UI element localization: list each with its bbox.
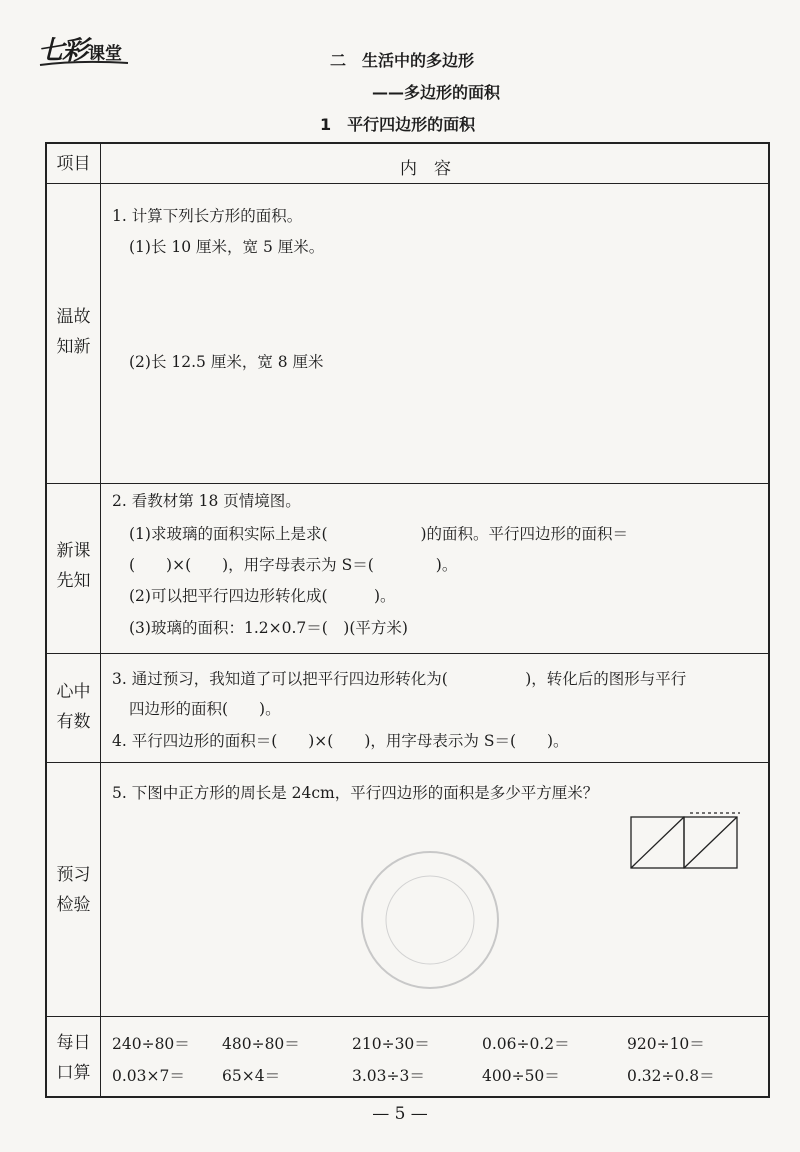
lesson-title: 1 平行四边形的面积 bbox=[320, 115, 476, 134]
row-divider bbox=[47, 183, 768, 184]
question-line: 3. 通过预习，我知道了可以把平行四边形转化为( )，转化后的图形与平行 bbox=[112, 670, 687, 688]
section-label-mental-math bbox=[47, 1028, 100, 1088]
answer-stamp-watermark bbox=[355, 845, 505, 995]
label-line: 检验 bbox=[56, 895, 91, 915]
math-item: 920÷10＝ bbox=[627, 1035, 705, 1053]
logo-swash-icon bbox=[38, 60, 130, 68]
row-divider bbox=[47, 483, 768, 484]
question-line: (1)长 10 厘米，宽 5 厘米。 bbox=[129, 238, 325, 256]
question-line: (2)长 12.5 厘米，宽 8 厘米 bbox=[129, 353, 324, 371]
label-line: 心中 bbox=[56, 682, 91, 702]
question-line: 1. 计算下列长方形的面积。 bbox=[112, 207, 303, 225]
brand-logo bbox=[38, 30, 122, 67]
math-item: 400÷50＝ bbox=[482, 1067, 560, 1085]
question-line: 4. 平行四边形的面积＝( )×( )，用字母表示为 S＝( )。 bbox=[112, 732, 569, 750]
chapter-title: 二 生活中的多边形 bbox=[330, 51, 475, 70]
row-divider bbox=[47, 653, 768, 654]
page-number: — 5 — bbox=[372, 1104, 428, 1124]
square-parallelogram-figure bbox=[630, 809, 745, 869]
question-line: ( )×( )，用字母表示为 S＝( )。 bbox=[129, 556, 458, 574]
label-line: 知新 bbox=[56, 337, 91, 357]
section-label-understand bbox=[47, 677, 100, 737]
math-item: 0.32÷0.8＝ bbox=[627, 1067, 715, 1085]
math-item: 3.03÷3＝ bbox=[352, 1067, 425, 1085]
question-line: 2. 看教材第 18 页情境图。 bbox=[112, 492, 301, 510]
logo-brush-text: 七彩 bbox=[38, 36, 87, 66]
math-item: 0.03×7＝ bbox=[112, 1067, 185, 1085]
label-line: 温故 bbox=[56, 307, 91, 327]
question-line: (2)可以把平行四边形转化成( )。 bbox=[129, 587, 396, 605]
label-line: 预习 bbox=[56, 865, 91, 885]
section-label-review bbox=[47, 302, 100, 362]
chapter-subtitle: ——多边形的面积 bbox=[372, 83, 501, 102]
label-line: 先知 bbox=[56, 571, 91, 591]
label-line: 有数 bbox=[56, 712, 91, 732]
row-divider bbox=[47, 1016, 768, 1017]
math-item: 480÷80＝ bbox=[222, 1035, 300, 1053]
column-divider bbox=[100, 144, 101, 1096]
label-line: 每日 bbox=[56, 1033, 91, 1053]
math-item: 0.06÷0.2＝ bbox=[482, 1035, 570, 1053]
question-line: (3)玻璃的面积：1.2×0.7＝( )(平方米) bbox=[129, 619, 408, 637]
section-label-check bbox=[47, 860, 100, 920]
question-line: (1)求玻璃的面积实际上是求( )的面积。平行四边形的面积＝ bbox=[129, 525, 629, 543]
question-line: 四边形的面积( )。 bbox=[129, 700, 281, 718]
label-line: 新课 bbox=[56, 541, 91, 561]
label-line: 口算 bbox=[56, 1063, 91, 1083]
header-content: 内 容 bbox=[400, 159, 451, 179]
header-item: 项目 bbox=[56, 154, 91, 174]
math-item: 65×4＝ bbox=[222, 1067, 281, 1085]
math-item: 240÷80＝ bbox=[112, 1035, 190, 1053]
math-item: 210÷30＝ bbox=[352, 1035, 430, 1053]
section-label-preview bbox=[47, 536, 100, 596]
row-divider bbox=[47, 762, 768, 763]
question-line: 5. 下图中正方形的周长是 24cm，平行四边形的面积是多少平方厘米？ bbox=[112, 784, 599, 802]
logo-sub-text: 课堂 bbox=[88, 44, 123, 64]
